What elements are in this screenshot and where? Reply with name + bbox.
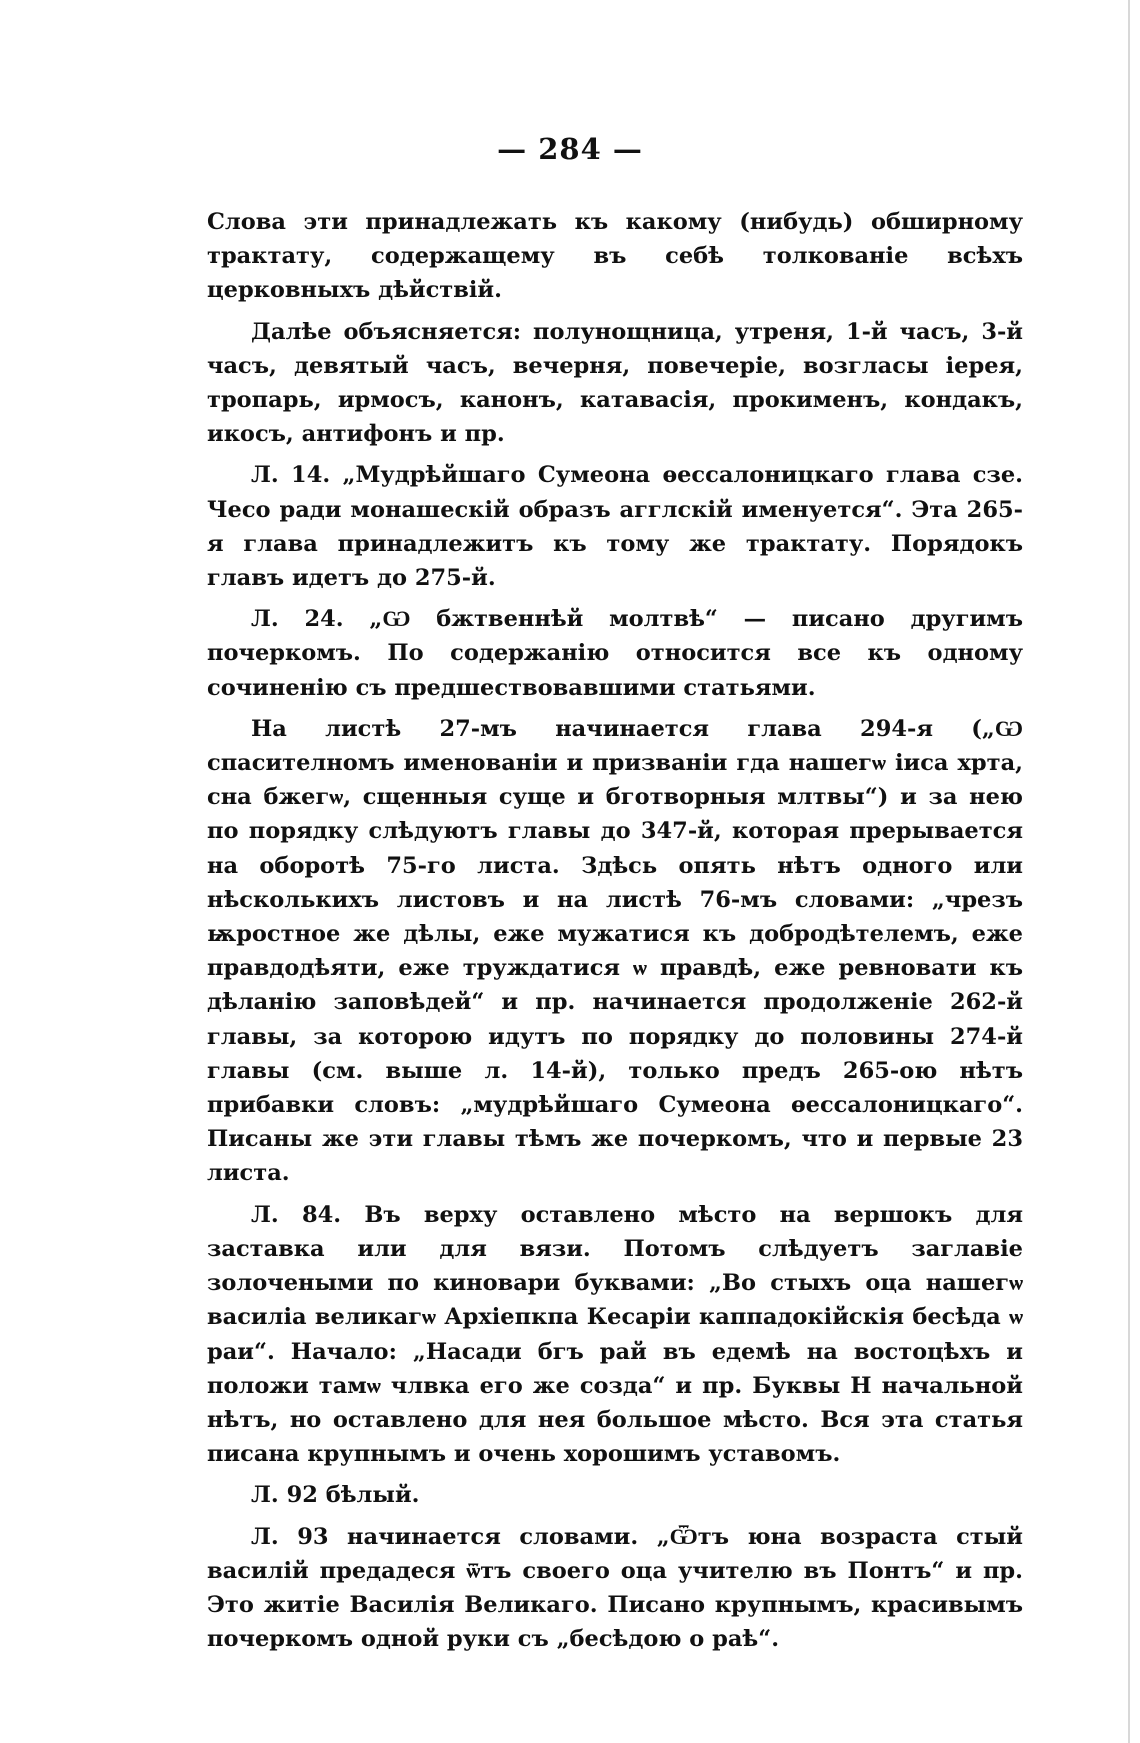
paragraph: Далѣе объясняется: полунощница, утреня, 1-й часъ, 3-й часъ, девятый часъ, вечерня, повечеріе, возгласы іерея, тропарь, ирмосъ, канонъ, катавасія, прокименъ, кондакъ, икосъ, антифонъ и пр. [207,318,1023,448]
paragraph: Л. 14. „Мудрѣйшаго Сумеона ѳессалоницкаго глава сзе. Чесо ради монашескій образъ агглскій именуется“. Эта 265-я глава принадлежитъ къ тому же трактату. Порядокъ главъ идетъ до 275-й. [207,462,1023,592]
paragraph: Л. 84. Въ верху оставлено мѣсто на вершокъ для заставка или для вязи. Потомъ слѣдуетъ заглавіе золочеными по киновари буквами: „Во стыхъ оца нашегѡ василіа великагѡ Архіепкпа Кесаріи каппадокійскія бесѣда ѡ раи“. Начало: „Насади бгъ рай въ едемѣ на востоцѣхъ и положи тамѡ члвка его же созда“ и пр. Буквы Н начальной нѣтъ, но оставлено для нея большое мѣсто. Вся эта статья писана крупнымъ и очень хорошимъ уставомъ. [207,1201,1023,1468]
paragraph: Л. 93 начинается словами. „Ѿтъ юна возраста стый василій предадеся ѿтъ своего оца учителю въ Понтъ“ и пр. Это житіе Василія Великаго. Писано крупнымъ, красивымъ почеркомъ одной руки съ „бесѣдою о раѣ“. [207,1523,1023,1653]
body-text [207,205,1023,1663]
page-edge-line [1128,0,1130,1743]
paragraph: На листѣ 27-мъ начинается глава 294-я („Ѡ спасителномъ именованіи и призваніи гда нашегѡ іиса хрта, сна бжегѡ, сщенныя суще и бготворныя млтвы“) и за нею по порядку слѣдуютъ главы до 347-й, которая прерывается на оборотѣ 75-го листа. Здѣсь опять нѣтъ одного или нѣсколькихъ листовъ и на листѣ 76-мъ словами: „чрезъ ѭростное же дѣлы, еже мужатися къ добродѣтелемъ, еже правдодѣяти, еже труждатися ѡ правдѣ, еже ревновати къ дѣланію заповѣдей“ и пр. начинается продолженіе 262-й главы, за которою идутъ по порядку до половины 274-й главы (см. выше л. 14-й), только предъ 265-ою нѣтъ прибавки словъ: „мудрѣйшаго Сумеона ѳессалоницкаго“. Писаны же эти главы тѣмъ же почеркомъ, что и первые 23 листа. [207,715,1023,1187]
paragraph: Л. 24. „Ѡ бжтвеннѣй молтвѣ“ — писано другимъ почеркомъ. По содержанію относится все къ одному сочиненію съ предшествовавшими статьями. [207,606,1023,701]
paragraph: Слова эти принадлежать къ какому (нибудь) обширному трактату, содержащему въ себѣ толкованіе всѣхъ церковныхъ дѣйствій. [207,209,1023,304]
paragraph: Л. 92 бѣлый. [251,1482,420,1509]
page-number: — 284 — [497,132,643,166]
